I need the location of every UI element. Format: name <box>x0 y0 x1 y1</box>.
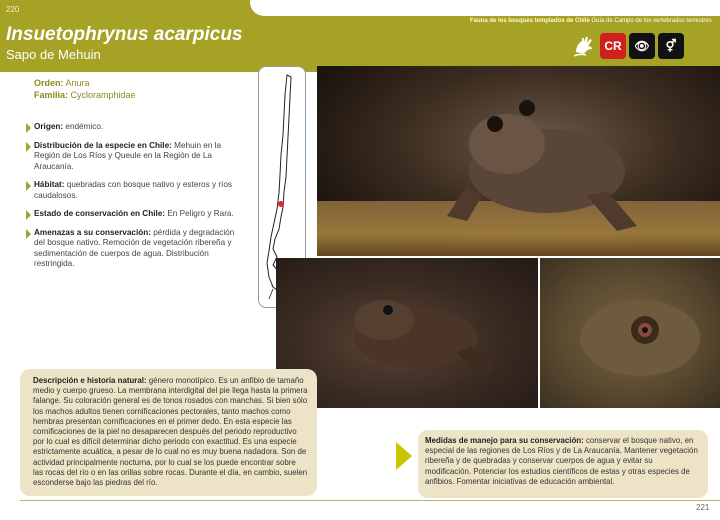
bullet-distribucion: Distribución de la especie en Chile: Mehuin en la Región de Los Ríos y Queule en la Región de La Araucanía. <box>26 141 244 173</box>
eye-icon: 👁 <box>629 33 655 59</box>
sex-icon: ⚥ <box>658 33 684 59</box>
footer-divider <box>20 500 720 501</box>
bullet-amenazas: Amenazas a su conservación: pérdida y degradación del bosque nativo. Remoción de vegetación ribereña y sedimentación de cuerpos de agua. Distribución restringida. <box>26 228 244 270</box>
description-box: Descripción e historia natural: género monotípico. Es un anfibio de tamaño medio y cuerpo grueso. La membrana interdigital del pie llega hasta la primera falange. Su coloración general es de tonos rosados con manchas. Si bien sólo los machos adultos tienen cornificaciones pectorales, tanto machos como hembras presentan cornificaciones en el primer dedo. En esta especie las cornificaciones de la piel no desaparecen después del periodo reproductivo por lo cual es difícil determinar dicho periodo con exactitud. Es una especie estrictamente acuática, a pesar de lo cual no es muy buena nadadora. Son de actividad principalmente nocturna, por lo cual se los puede encontrar sobre las rocas del río o en las orillas sobre rocas. Durante el día, en cambio, suelen esconderse bajo las piedras del río. <box>20 369 317 496</box>
order-row: Orden: Anura <box>34 78 90 88</box>
status-icons <box>571 33 684 59</box>
info-bullets <box>26 122 244 278</box>
photo-frog-main <box>317 66 720 256</box>
arrow-icon <box>26 181 31 191</box>
arrow-icon <box>26 229 31 239</box>
bullet-origen: Origen: endémico. <box>26 122 244 133</box>
header-tab <box>250 0 720 16</box>
page-number-right: 221 <box>696 503 710 512</box>
family-row: Familia: Cycloramphidae <box>34 90 136 100</box>
cr-badge: CR <box>600 33 626 59</box>
measures-box: Medidas de manejo para su conservación: conservar el bosque nativo, en especial de las regiones de Los Ríos y de La Araucanía. Mantener vegetación ribereña y de quebradas y conservar cuerpos de agua y evitar su modificación. Potenciar los estudios científicos de estas y otras especies de anfibios. Fomentar iniciativas de educación ambiental. <box>418 430 708 498</box>
photo-frog-head <box>540 258 720 408</box>
arrow-icon <box>26 123 31 133</box>
arrow-icon <box>26 142 31 152</box>
arrow-icon <box>26 210 31 220</box>
book-title: Fauna de los bosques templados de Chile Guía de Campo de los vertebrados terrestres <box>470 18 712 24</box>
measures-arrow-icon <box>396 442 412 470</box>
species-name: Insuetophrynus acarpicus <box>6 24 243 45</box>
location-marker <box>278 201 284 207</box>
common-name: Sapo de Mehuin <box>6 47 101 62</box>
page-number-left: 220 <box>6 5 20 14</box>
bullet-habitat: Hábitat: quebradas con bosque nativo y esteros y ríos caudalosos. <box>26 180 244 201</box>
hand-icon <box>571 33 597 59</box>
bullet-estado: Estado de conservación en Chile: En Peligro y Rara. <box>26 209 244 220</box>
taxonomy <box>34 77 136 101</box>
